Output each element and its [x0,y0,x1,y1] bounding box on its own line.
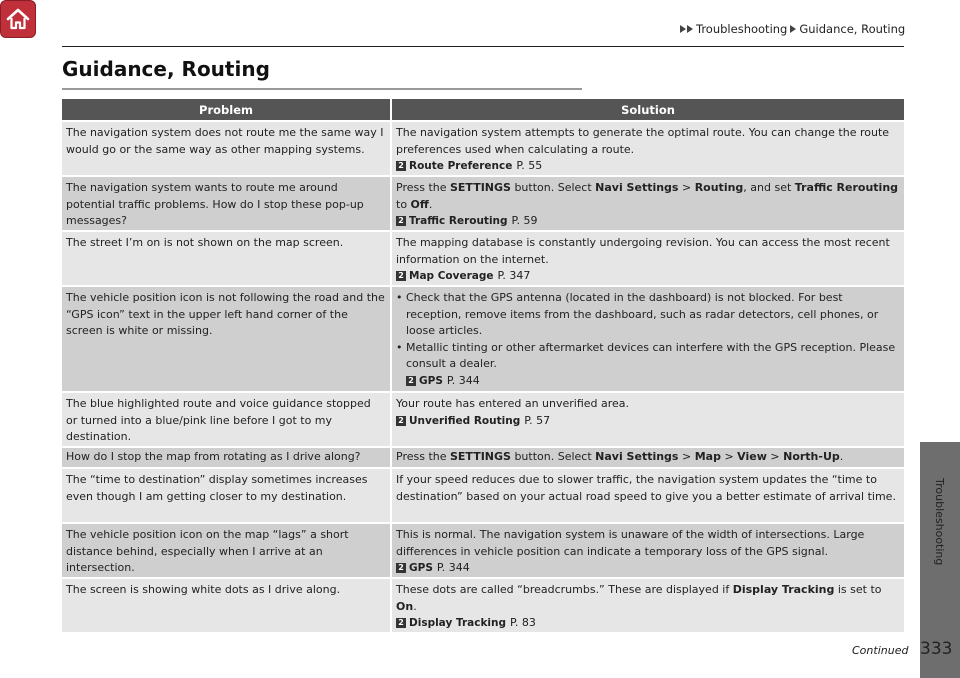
reference-page: P. 344 [446,373,480,387]
list-item [396,340,899,390]
table-row [62,122,904,175]
text: . [839,450,844,463]
text: button. Select [510,450,596,463]
breadcrumb-item-guidance-routing[interactable]: Guidance, Routing [799,22,906,36]
solution-cell: If your speed reduces due to slower traffic, the navigation system updates the “time to destination” based on your actual road speed to give you a better estimate of arrival time. [392,469,904,522]
reference-page: P. 347 [497,269,531,282]
table-row [62,469,904,522]
solution-cell [392,177,904,230]
breadcrumb-item-troubleshooting[interactable]: Troubleshooting [696,22,788,36]
table-row [62,579,904,632]
page-reference[interactable] [396,413,899,430]
page-reference[interactable] [396,268,899,285]
solution-cell [392,524,904,577]
table-header [62,99,904,120]
ui-term-view: View [737,450,767,463]
solution-text [396,449,899,466]
solution-cell [392,122,904,175]
reference-label: Route Preference [409,160,513,172]
solution-text: Your route has entered an unverified area. [396,397,630,410]
table-row [62,177,904,230]
reference-label: Map Coverage [409,270,494,282]
ui-term-settings: SETTINGS [450,181,511,194]
solution-cell [392,232,904,285]
breadcrumb-arrow-icon [790,25,796,33]
ui-term-display-tracking: Display Tracking [732,583,835,596]
troubleshooting-table [62,99,904,632]
breadcrumb-arrow-icon [687,25,693,33]
reference-page: P. 57 [524,413,551,427]
text: These dots are called “breadcrumbs.” These are displayed if [396,583,733,596]
list-item-text: Check that the GPS antenna (located in the dashboard) is not blocked. For best reception, remove items from the dashboard, such as radar detectors, cell phones, or loose articles. [406,291,879,337]
problem-cell: The vehicle position icon is not following the road and the “GPS icon” text in the upper left hand corner of the screen is white or missing. [62,287,390,391]
ui-term-traffic-rerouting: Traffic Rerouting [794,181,899,194]
page-reference[interactable] [396,213,899,230]
breadcrumb-arrow-icon [680,25,686,33]
text: Press the [396,450,450,463]
reference-page: P. 344 [436,561,470,574]
ui-term-map: Map [694,450,721,463]
problem-cell: The vehicle position icon on the map “lags” a short distance behind, especially when I arrive at an intersection. [62,524,390,577]
reference-label: GPS [419,374,443,387]
table-row [62,232,904,285]
reference-label: Display Tracking [409,617,507,629]
reference-arrow-icon: 2 [396,161,406,171]
text: is set to [834,583,882,596]
problem-cell: The “time to destination” display sometimes increases even though I am getting closer to my destination. [62,469,390,522]
table-row [62,393,904,446]
section-side-label: Troubleshooting [933,478,946,566]
solution-text [396,582,899,615]
problem-cell: How do I stop the map from rotating as I drive along? [62,448,390,467]
ui-term-settings: SETTINGS [450,450,511,463]
text: > [720,450,738,463]
page-number: 333 [920,639,953,659]
title-underline [62,88,582,90]
header-divider [62,46,904,47]
problem-cell: The navigation system does not route me the same way I would go or the same way as other mapping systems. [62,122,390,175]
text: . [413,599,417,613]
ui-term-routing: Routing [694,181,744,194]
continued-label: Continued [852,644,909,657]
problem-cell: The blue highlighted route and voice guidance stopped or turned into a blue/pink line before I got to my destination. [62,393,390,446]
page-reference[interactable] [396,158,899,175]
solution-text [396,180,899,213]
text: > [678,450,695,463]
home-icon [5,6,31,32]
breadcrumb [680,22,908,36]
text: . [428,197,433,211]
reference-label: Traffic Rerouting [409,215,508,227]
page-reference[interactable] [396,560,899,577]
solution-cell [392,579,904,632]
solution-cell [392,448,904,467]
text: Press the [396,181,450,194]
bullet-icon: • [396,340,403,354]
column-header-problem: Problem [62,99,390,120]
reference-arrow-icon: 2 [396,618,406,628]
list-item-text: Metallic tinting or other aftermarket devices can interfere with the GPS reception. Please consult a dealer. [406,340,896,370]
table-row [62,524,904,577]
bullet-icon: • [396,291,403,304]
ui-term-on: On [396,599,414,613]
home-button[interactable] [0,0,36,38]
solution-text: The mapping database is constantly undergoing revision. You can access the most recent information on the internet. [396,236,890,266]
ui-term-north-up: North-Up [783,450,840,463]
page-reference[interactable] [396,615,899,632]
ui-term-navi-settings: Navi Settings [595,181,679,194]
text: , and set [743,181,795,194]
reference-arrow-icon: 2 [396,416,406,426]
reference-arrow-icon: 2 [406,376,416,386]
page-reference[interactable] [406,373,899,390]
ui-term-navi-settings: Navi Settings [595,450,679,463]
column-header-solution: Solution [392,99,904,120]
page-title: Guidance, Routing [62,57,270,81]
solution-cell [392,287,904,391]
solution-cell [392,393,904,446]
problem-cell: The navigation system wants to route me around potential traffic problems. How do I stop these pop-up messages? [62,177,390,230]
reference-page: P. 59 [511,214,538,227]
reference-arrow-icon: 2 [396,563,406,573]
table-row [62,287,904,391]
text: > [678,181,695,194]
solution-text: The navigation system attempts to generate the optimal route. You can change the route preferences used when calculating a route. [396,126,890,156]
reference-label: Unverified Routing [409,414,521,427]
text: > [766,450,784,463]
reference-page: P. 55 [516,159,543,172]
problem-cell: The street I’m on is not shown on the map screen. [62,232,390,285]
list-item-body [406,340,899,390]
reference-arrow-icon: 2 [396,271,406,281]
reference-arrow-icon: 2 [396,216,406,226]
text: to [396,197,411,211]
reference-page: P. 83 [510,616,536,629]
solution-text: This is normal. The navigation system is unaware of the width of intersections. Large differences in vehicle position can indicate a temporary loss of the GPS signal. [396,528,865,558]
ui-term-off: Off [410,197,429,211]
reference-label: GPS [409,562,433,574]
table-row [62,448,904,467]
list-item [396,290,899,340]
text: button. Select [510,181,596,194]
problem-cell: The screen is showing white dots as I drive along. [62,579,390,632]
